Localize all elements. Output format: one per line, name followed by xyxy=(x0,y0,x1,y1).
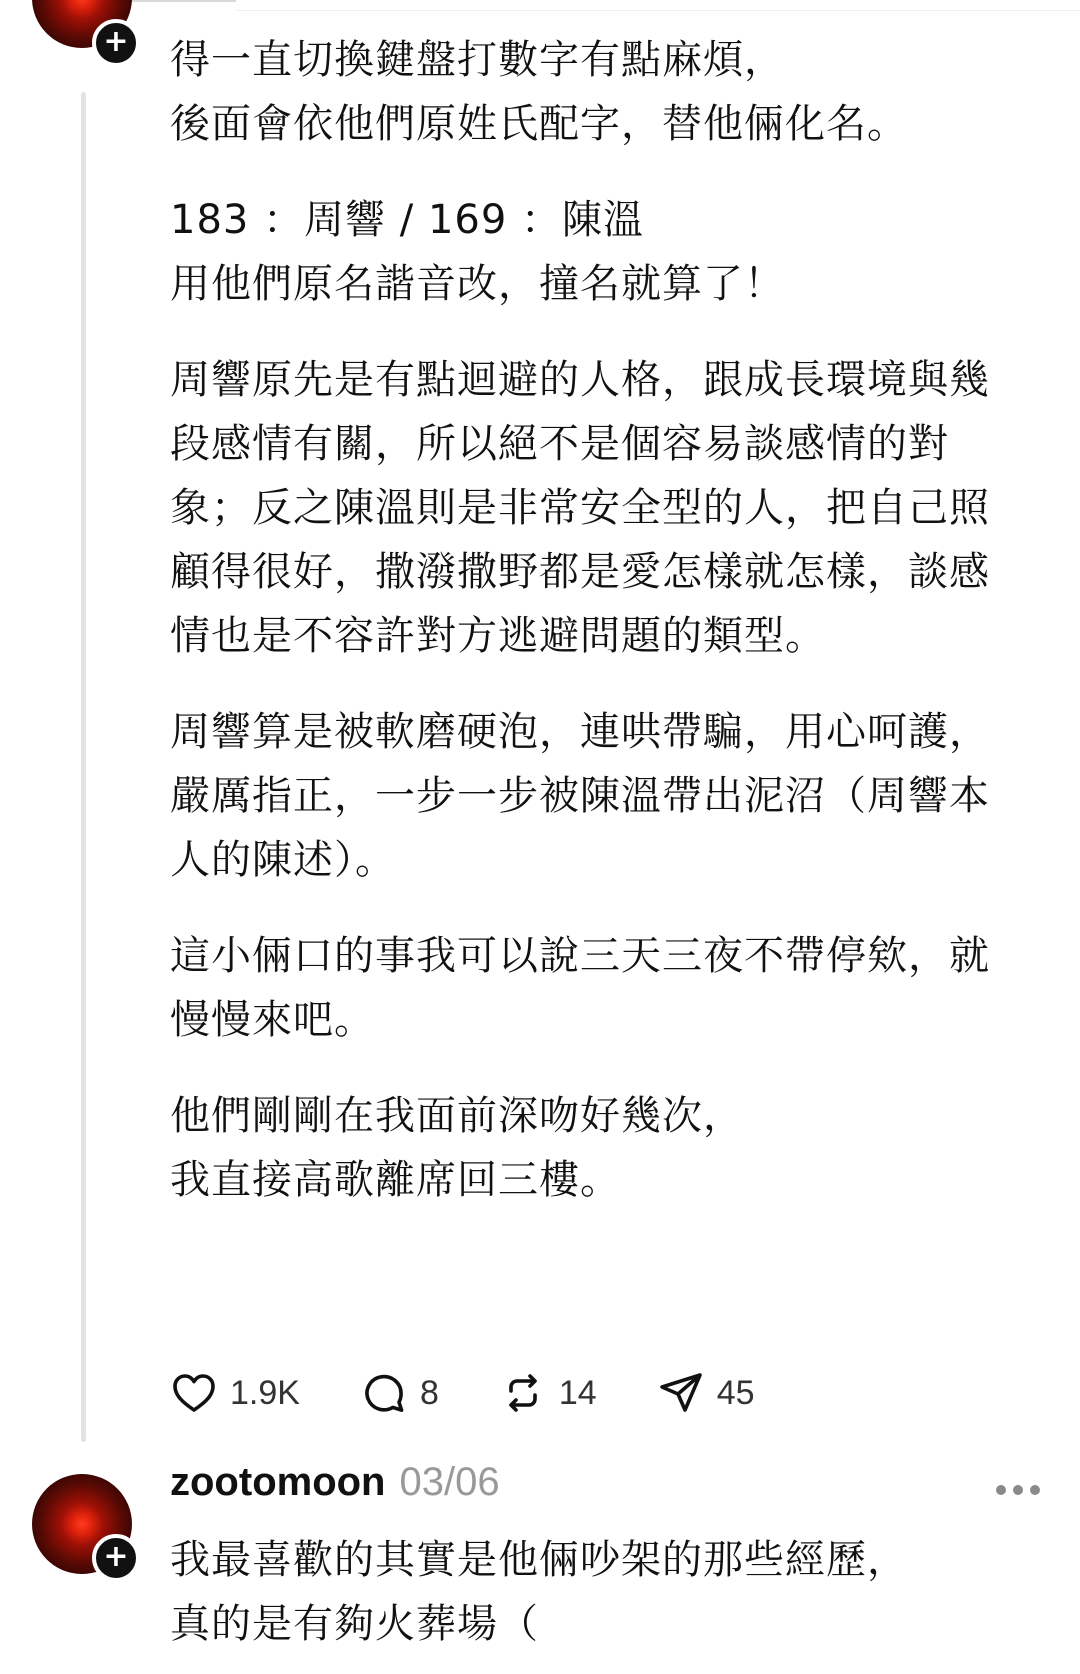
post-paragraph: 周響原先是有點迴避的人格，跟成長環境與幾段感情有關，所以絕不是個容易談感情的對象；反之陳溫則是非常安全型的人，把自己照顧得很好，撒潑撒野都是愛怎樣就怎樣，談感情也是不容許對方逃避問題的類型。 xyxy=(170,357,990,659)
reply-timestamp: 03/06 xyxy=(399,1460,500,1504)
like-count: 1.9K xyxy=(230,1373,300,1412)
dot xyxy=(1013,1485,1023,1495)
repost-count: 14 xyxy=(558,1373,597,1412)
share-count: 45 xyxy=(716,1373,755,1412)
reply-text: 我最喜歡的其實是他倆吵架的那些經歷， 真的是有夠火葬場（ xyxy=(170,1537,908,1647)
heart-icon xyxy=(170,1369,218,1417)
repost-icon xyxy=(499,1369,547,1417)
post-paragraph: 183 ：周響 / 169 ：陳溫 用他們原名諧音改，撞名就算了！ xyxy=(170,197,785,307)
comment-button[interactable] xyxy=(360,1369,439,1417)
thread-line xyxy=(81,92,86,1442)
dot xyxy=(1030,1485,1040,1495)
post-actions xyxy=(170,1363,815,1423)
share-button[interactable] xyxy=(657,1369,755,1417)
post-paragraph: 這小倆口的事我可以說三天三夜不帶停欸，就慢慢來吧。 xyxy=(170,933,990,1043)
repost-button[interactable] xyxy=(499,1369,597,1417)
post-body xyxy=(170,28,1020,1244)
reply-username[interactable]: zootomoon xyxy=(170,1460,386,1504)
more-dots-icon[interactable] xyxy=(996,1482,1040,1498)
post-paragraph: 周響算是被軟磨硬泡，連哄帶騙，用心呵護，嚴厲指正，一步一步被陳溫帶出泥沼（周響本人的陳述）。 xyxy=(170,709,990,883)
post-paragraph: 他們剛剛在我面前深吻好幾次， 我直接高歌離席回三樓。 xyxy=(170,1093,744,1203)
follow-plus-icon[interactable]: + xyxy=(92,19,140,67)
like-button[interactable] xyxy=(170,1369,300,1417)
reply-header xyxy=(170,1460,500,1520)
top-separator xyxy=(236,10,1080,11)
comment-count: 8 xyxy=(419,1373,439,1412)
follow-plus-icon[interactable]: + xyxy=(92,1534,140,1582)
send-icon xyxy=(657,1369,705,1417)
comment-bubble-icon xyxy=(360,1369,408,1417)
post-paragraph: 得一直切換鍵盤打數字有點麻煩， 後面會依他們原姓氏配字，替他倆化名。 xyxy=(170,37,908,147)
dot xyxy=(996,1485,1006,1495)
